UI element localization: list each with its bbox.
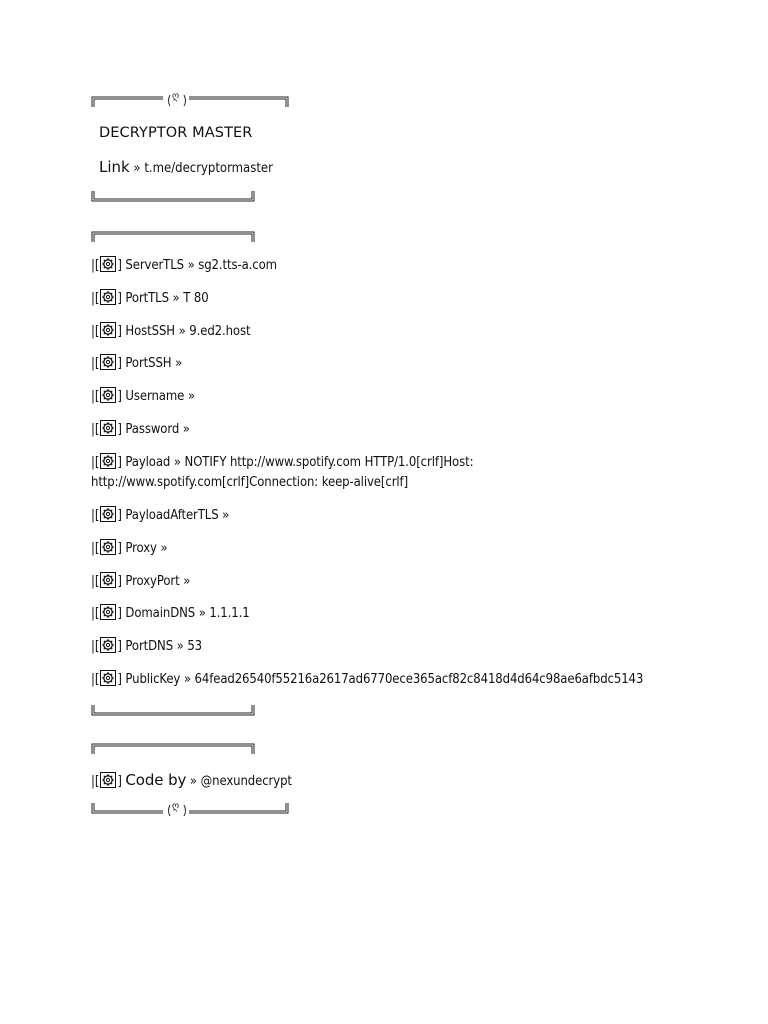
row-prefix-open: |[ — [91, 774, 100, 789]
row-prefix-close: ] — [117, 606, 122, 621]
config-value: sg2.tts-a.com — [198, 258, 277, 273]
code-by-separator: » — [186, 774, 201, 789]
config-key: Username — [125, 389, 185, 404]
gear-icon — [100, 387, 116, 403]
row-prefix-close: ] — [117, 422, 122, 437]
config-separator: » — [173, 639, 188, 654]
row-prefix-open: |[ — [91, 541, 100, 556]
config-key: PortTLS — [125, 291, 169, 306]
row-prefix-close: ] — [117, 639, 122, 654]
row-prefix-close: ] — [117, 672, 122, 687]
config-row-proxyport — [91, 572, 194, 592]
footer-bottom-frame — [91, 803, 291, 811]
row-prefix-close: ] — [117, 541, 122, 556]
config-row-servertls — [91, 256, 277, 276]
header-bottom-frame — [91, 191, 255, 199]
config-key: DomainDNS — [125, 606, 196, 621]
config-value: 1.1.1.1 — [209, 606, 250, 621]
link-label: Link — [99, 158, 130, 176]
row-prefix-close: ] — [117, 774, 122, 789]
gear-icon — [100, 354, 116, 370]
footer-top-frame — [91, 743, 255, 751]
row-prefix-close: ] — [117, 258, 122, 273]
code-by-label: Code by — [125, 771, 187, 789]
gear-icon — [100, 420, 116, 436]
config-key: PortDNS — [125, 639, 174, 654]
gear-icon — [100, 256, 116, 272]
config-row-publickey — [91, 670, 643, 690]
row-prefix-open: |[ — [91, 291, 100, 306]
heart-icon: ღ — [172, 801, 180, 812]
row-prefix-open: |[ — [91, 508, 100, 523]
config-value: 9.ed2.host — [189, 324, 251, 339]
config-value: T 80 — [183, 291, 209, 306]
config-separator: » — [179, 422, 194, 437]
gear-icon — [100, 539, 116, 555]
row-prefix-close: ] — [117, 574, 122, 589]
header-top-frame — [91, 91, 291, 104]
config-bottom-frame — [91, 705, 255, 713]
config-row-payloadaftertls — [91, 506, 233, 526]
gear-icon — [100, 506, 116, 522]
config-key: PublicKey — [125, 672, 181, 687]
config-separator: » — [156, 541, 172, 556]
config-key: ServerTLS — [125, 258, 184, 273]
config-key: PortSSH — [125, 356, 172, 371]
config-separator: » — [171, 356, 186, 371]
page-title: DECRYPTOR MASTER — [99, 125, 253, 141]
row-prefix-open: |[ — [91, 356, 100, 371]
config-row-hostssh — [91, 322, 250, 342]
gear-icon — [100, 637, 116, 653]
row-prefix-open: |[ — [91, 324, 100, 339]
code-by-value: @nexundecrypt — [200, 774, 292, 789]
config-value: NOTIFY http://www.spotify.com HTTP/1.0[crlf]Host: http://www.spotify.com[crlf]Connection: keep-alive[crlf] — [91, 455, 474, 490]
config-row-payload — [91, 453, 691, 493]
config-separator: » — [179, 574, 194, 589]
config-separator: » — [168, 291, 184, 306]
row-prefix-close: ] — [117, 389, 122, 404]
gear-icon — [100, 322, 116, 338]
link-value[interactable]: t.me/decryptormaster — [144, 161, 273, 176]
row-prefix-open: |[ — [91, 422, 100, 437]
config-row-portssh — [91, 354, 186, 374]
config-row-username — [91, 387, 199, 407]
gear-icon — [100, 772, 116, 788]
gear-icon — [100, 604, 116, 620]
config-separator: » — [180, 672, 195, 687]
config-separator: » — [175, 324, 190, 339]
config-row-porttls — [91, 289, 209, 309]
row-prefix-open: |[ — [91, 455, 100, 470]
config-value: 64fead26540f55216a2617ad6770ece365acf82c8418d4d64c98ae6afbdc5143 — [194, 672, 644, 687]
config-row-domaindns — [91, 604, 250, 624]
config-row-portdns — [91, 637, 202, 657]
config-key: ProxyPort — [125, 574, 180, 589]
config-key: Payload — [125, 455, 171, 470]
config-separator: » — [195, 606, 210, 621]
link-separator: » — [129, 161, 145, 176]
config-key: PayloadAfterTLS — [125, 508, 219, 523]
config-key: Proxy — [125, 541, 157, 556]
config-row-password — [91, 420, 193, 440]
gear-icon — [100, 572, 116, 588]
row-prefix-close: ] — [117, 356, 122, 371]
config-top-frame — [91, 231, 255, 239]
gear-icon — [100, 453, 116, 469]
row-prefix-open: |[ — [91, 574, 100, 589]
row-prefix-close: ] — [117, 508, 122, 523]
config-key: HostSSH — [125, 324, 175, 339]
config-key: Password — [125, 422, 180, 437]
config-separator: » — [184, 389, 199, 404]
config-row-proxy — [91, 539, 171, 559]
row-prefix-open: |[ — [91, 639, 100, 654]
config-separator: » — [218, 508, 233, 523]
config-separator: » — [183, 258, 199, 273]
gear-icon — [100, 289, 116, 305]
config-value: 53 — [187, 639, 202, 654]
row-prefix-open: |[ — [91, 672, 100, 687]
row-prefix-open: |[ — [91, 606, 100, 621]
row-prefix-close: ] — [117, 291, 122, 306]
code-by-row — [91, 770, 292, 792]
row-prefix-close: ] — [117, 455, 122, 470]
row-prefix-close: ] — [117, 324, 122, 339]
row-prefix-open: |[ — [91, 389, 100, 404]
link-row — [99, 158, 273, 176]
config-separator: » — [170, 455, 185, 470]
row-prefix-open: |[ — [91, 258, 100, 273]
gear-icon — [100, 670, 116, 686]
heart-icon: ღ — [172, 91, 180, 102]
